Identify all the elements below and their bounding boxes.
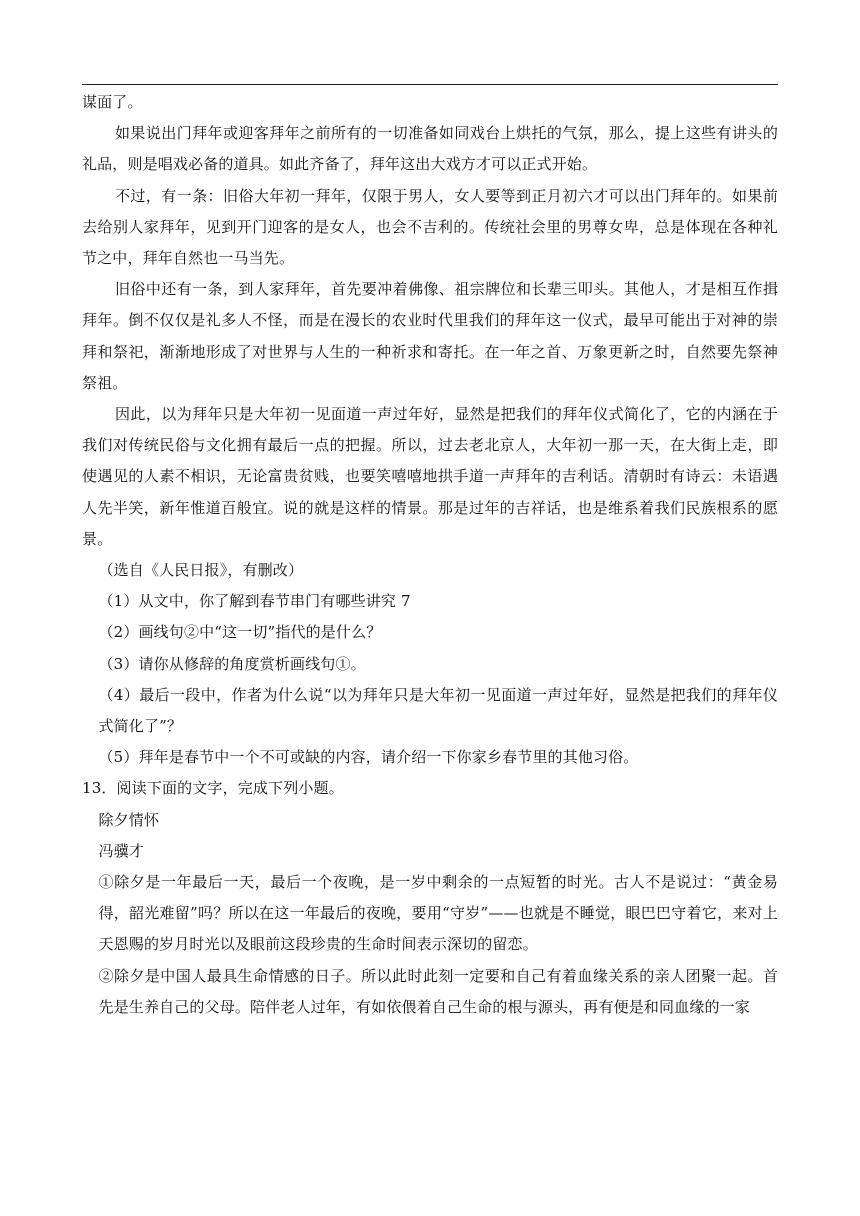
question-3: （3）请你从修辞的角度赏析画线句①。 [98, 654, 366, 673]
question-4: （4）最后一段中，作者为什么说“以为拜年只是大年初一见面道一声过年好，显然是把我们的拜年仪式简化了”？ [98, 685, 778, 736]
paragraph-kowtow-custom: 旧俗中还有一条，到人家拜年，首先要冲着佛像、祖宗牌位和长辈三叩头。其他人，才是相互作揖拜年。倒不仅仅是礼多人不怪，而是在漫长的农业时代里我们的拜年这一仪式，最早可能出于对神的崇拜和祭祀，渐渐地形成了对世界与人生的一种祈求和寄托。在一年之首、万象更新之时，自然要先祭神祭祖。 [82, 280, 778, 392]
paragraph-props: 如果说出门拜年或迎客拜年之前所有的一切准备如同戏台上烘托的气氛，那么，提上这些有讲头的礼品，则是唱戏必备的道具。如此齐备了，拜年这出大戏方才可以正式开始。 [82, 124, 778, 174]
question-5: （5）拜年是春节中一个不可或缺的内容，请介绍一下你家乡春节里的其他习俗。 [98, 748, 639, 767]
article-paragraph-2: ②除夕是中国人最具生命情感的日子。所以此时此刻一定要和自己有着血缘关系的亲人团聚一起。首先是生养自己的父母。陪伴老人过年，有如依偎着自己生命的根与源头，再有便是和同血缘的一家 [98, 966, 778, 1016]
document-body [82, 87, 778, 1023]
paragraph-continuation: 谋面了。 [82, 93, 143, 111]
source-note: （选自《人民日报》，有删改） [98, 561, 304, 580]
header-rule [82, 84, 778, 85]
section-13-heading: 13．阅读下面的文字，完成下列小题。 [82, 779, 344, 798]
article-title: 除夕情怀 [98, 810, 160, 829]
question-1: （1）从文中，你了解到春节串门有哪些讲究 7 [98, 592, 411, 611]
paragraph-women-custom: 不过，有一条：旧俗大年初一拜年，仅限于男人，女人要等到正月初六才可以出门拜年的。如果前去给别人家拜年，见到开门迎客的是女人，也会不吉利的。传统社会里的男尊女卑，总是体现在各种礼节之中，拜年自然也一马当先。 [82, 186, 778, 268]
article-author: 冯骥才 [98, 841, 144, 860]
paragraph-conclusion: 因此，以为拜年只是大年初一见面道一声过年好，显然是把我们的拜年仪式简化了，它的内涵在于我们对传统民俗与文化拥有最后一点的把握。所以，过去老北京人，大年初一那一天，在大街上走，即使遇见的人素不相识，无论富贵贫贱，也要笑嘻嘻地拱手道一声拜年的吉利话。清朝时有诗云：未语遇人先半笑，新年惟道百般宜。说的就是这样的情景。那是过年的吉祥话，也是维系着我们民族根系的愿景。 [82, 405, 778, 548]
question-2: （2）画线句②中“这一切”指代的是什么？ [98, 623, 382, 642]
article-paragraph-1: ①除夕是一年最后一天，最后一个夜晚，是一岁中剩余的一点短暂的时光。古人不是说过：“黄金易得，韶光难留”吗？所以在这一年最后的夜晚，要用“守岁”——也就是不睡觉，眼巴巴守着它，来对上天恩赐的岁月时光以及眼前这段珍贵的生命时间表示深切的留恋。 [98, 873, 778, 954]
